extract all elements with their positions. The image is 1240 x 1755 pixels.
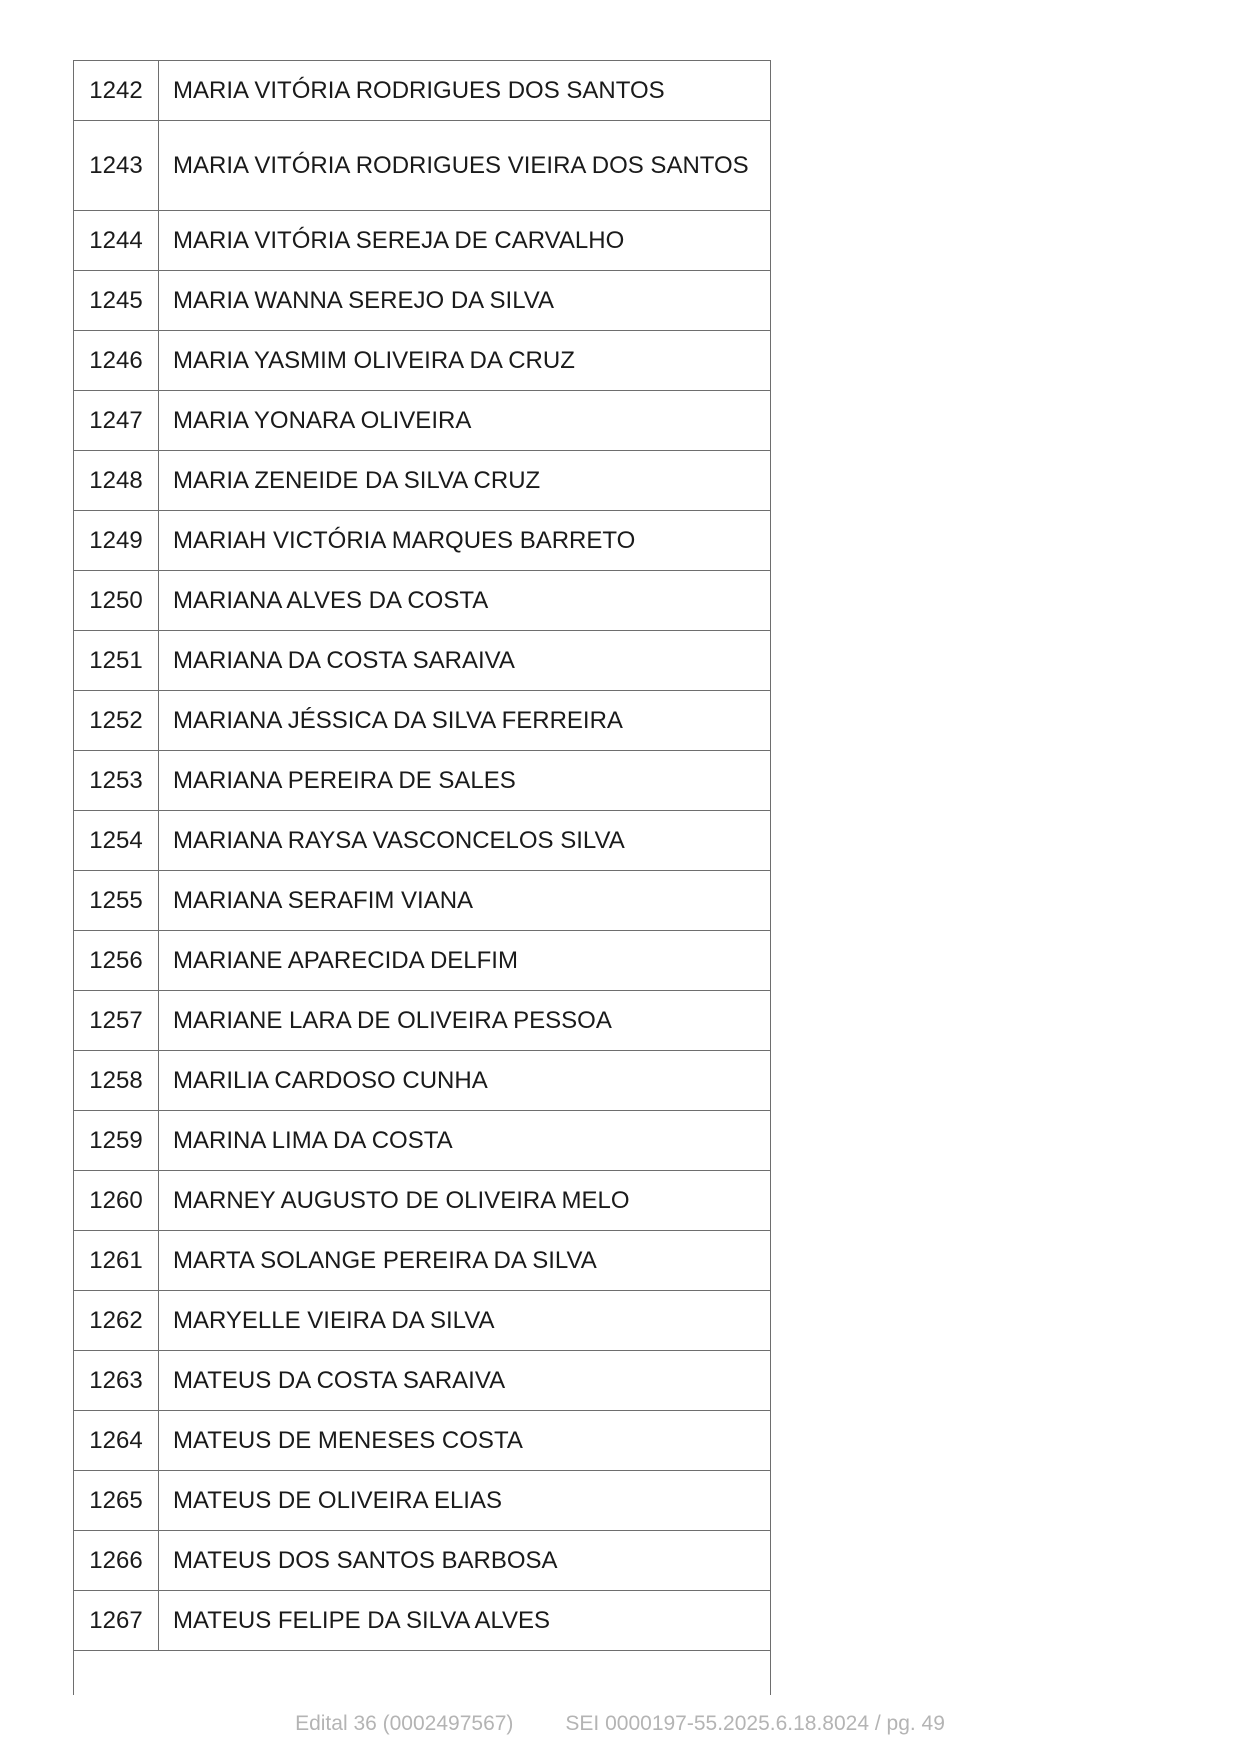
- row-name: MARIANA RAYSA VASCONCELOS SILVA: [159, 811, 771, 871]
- row-number: 1256: [74, 931, 159, 991]
- page-footer: [0, 1712, 1240, 1736]
- table-row: [74, 1231, 771, 1291]
- row-name: MARIA YASMIM OLIVEIRA DA CRUZ: [159, 331, 771, 391]
- row-name: MARIAH VICTÓRIA MARQUES BARRETO: [159, 511, 771, 571]
- row-name: MARIANE LARA DE OLIVEIRA PESSOA: [159, 991, 771, 1051]
- table-row: [74, 61, 771, 121]
- table-row: [74, 871, 771, 931]
- row-number: 1253: [74, 751, 159, 811]
- table-row: [74, 391, 771, 451]
- names-table: [73, 60, 771, 1651]
- table-row: [74, 931, 771, 991]
- table-row: [74, 1591, 771, 1651]
- table-row: [74, 1291, 771, 1351]
- table-row: [74, 511, 771, 571]
- table-row: [74, 571, 771, 631]
- table-row: [74, 1471, 771, 1531]
- row-number: 1252: [74, 691, 159, 751]
- row-name: MARIANE APARECIDA DELFIM: [159, 931, 771, 991]
- table-row: [74, 121, 771, 211]
- row-name: MARIANA ALVES DA COSTA: [159, 571, 771, 631]
- table-row: [74, 631, 771, 691]
- table-continuation-lines: [73, 1650, 771, 1695]
- row-name: MARIANA SERAFIM VIANA: [159, 871, 771, 931]
- row-number: 1245: [74, 271, 159, 331]
- row-number: 1243: [74, 121, 159, 211]
- row-name: MATEUS FELIPE DA SILVA ALVES: [159, 1591, 771, 1651]
- table-row: [74, 1351, 771, 1411]
- row-number: 1249: [74, 511, 159, 571]
- names-table-body: [74, 61, 771, 1651]
- row-number: 1262: [74, 1291, 159, 1351]
- table-row: [74, 1531, 771, 1591]
- row-name: MARIA VITÓRIA RODRIGUES DOS SANTOS: [159, 61, 771, 121]
- row-name: MATEUS DA COSTA SARAIVA: [159, 1351, 771, 1411]
- row-name: MARIA VITÓRIA SEREJA DE CARVALHO: [159, 211, 771, 271]
- table-row: [74, 1051, 771, 1111]
- row-name: MARTA SOLANGE PEREIRA DA SILVA: [159, 1231, 771, 1291]
- row-name: MARIA VITÓRIA RODRIGUES VIEIRA DOS SANTOS: [159, 121, 771, 211]
- row-number: 1263: [74, 1351, 159, 1411]
- row-name: MARNEY AUGUSTO DE OLIVEIRA MELO: [159, 1171, 771, 1231]
- row-number: 1260: [74, 1171, 159, 1231]
- row-name: MARYELLE VIEIRA DA SILVA: [159, 1291, 771, 1351]
- table-row: [74, 991, 771, 1051]
- row-name: MATEUS DOS SANTOS BARBOSA: [159, 1531, 771, 1591]
- table-row: [74, 1171, 771, 1231]
- row-number: 1265: [74, 1471, 159, 1531]
- row-name: MATEUS DE MENESES COSTA: [159, 1411, 771, 1471]
- table-row: [74, 811, 771, 871]
- row-name: MARINA LIMA DA COSTA: [159, 1111, 771, 1171]
- row-number: 1242: [74, 61, 159, 121]
- row-number: 1267: [74, 1591, 159, 1651]
- row-name: MARILIA CARDOSO CUNHA: [159, 1051, 771, 1111]
- footer-edital: Edital 36 (0002497567): [295, 1712, 514, 1735]
- table-row: [74, 211, 771, 271]
- row-number: 1246: [74, 331, 159, 391]
- table-row: [74, 271, 771, 331]
- row-number: 1248: [74, 451, 159, 511]
- row-number: 1264: [74, 1411, 159, 1471]
- table-row: [74, 691, 771, 751]
- row-number: 1261: [74, 1231, 159, 1291]
- row-number: 1254: [74, 811, 159, 871]
- row-number: 1255: [74, 871, 159, 931]
- row-number: 1250: [74, 571, 159, 631]
- row-number: 1244: [74, 211, 159, 271]
- table-row: [74, 451, 771, 511]
- row-name: MARIA YONARA OLIVEIRA: [159, 391, 771, 451]
- row-name: MARIANA PEREIRA DE SALES: [159, 751, 771, 811]
- footer-sei: SEI 0000197-55.2025.6.18.8024 / pg. 49: [565, 1712, 945, 1735]
- row-number: 1257: [74, 991, 159, 1051]
- row-name: MARIA WANNA SEREJO DA SILVA: [159, 271, 771, 331]
- row-name: MARIA ZENEIDE DA SILVA CRUZ: [159, 451, 771, 511]
- table-row: [74, 331, 771, 391]
- row-number: 1258: [74, 1051, 159, 1111]
- table-row: [74, 1111, 771, 1171]
- row-number: 1259: [74, 1111, 159, 1171]
- row-name: MARIANA JÉSSICA DA SILVA FERREIRA: [159, 691, 771, 751]
- table-row: [74, 1411, 771, 1471]
- row-name: MARIANA DA COSTA SARAIVA: [159, 631, 771, 691]
- row-number: 1251: [74, 631, 159, 691]
- row-name: MATEUS DE OLIVEIRA ELIAS: [159, 1471, 771, 1531]
- row-number: 1266: [74, 1531, 159, 1591]
- row-number: 1247: [74, 391, 159, 451]
- table-row: [74, 751, 771, 811]
